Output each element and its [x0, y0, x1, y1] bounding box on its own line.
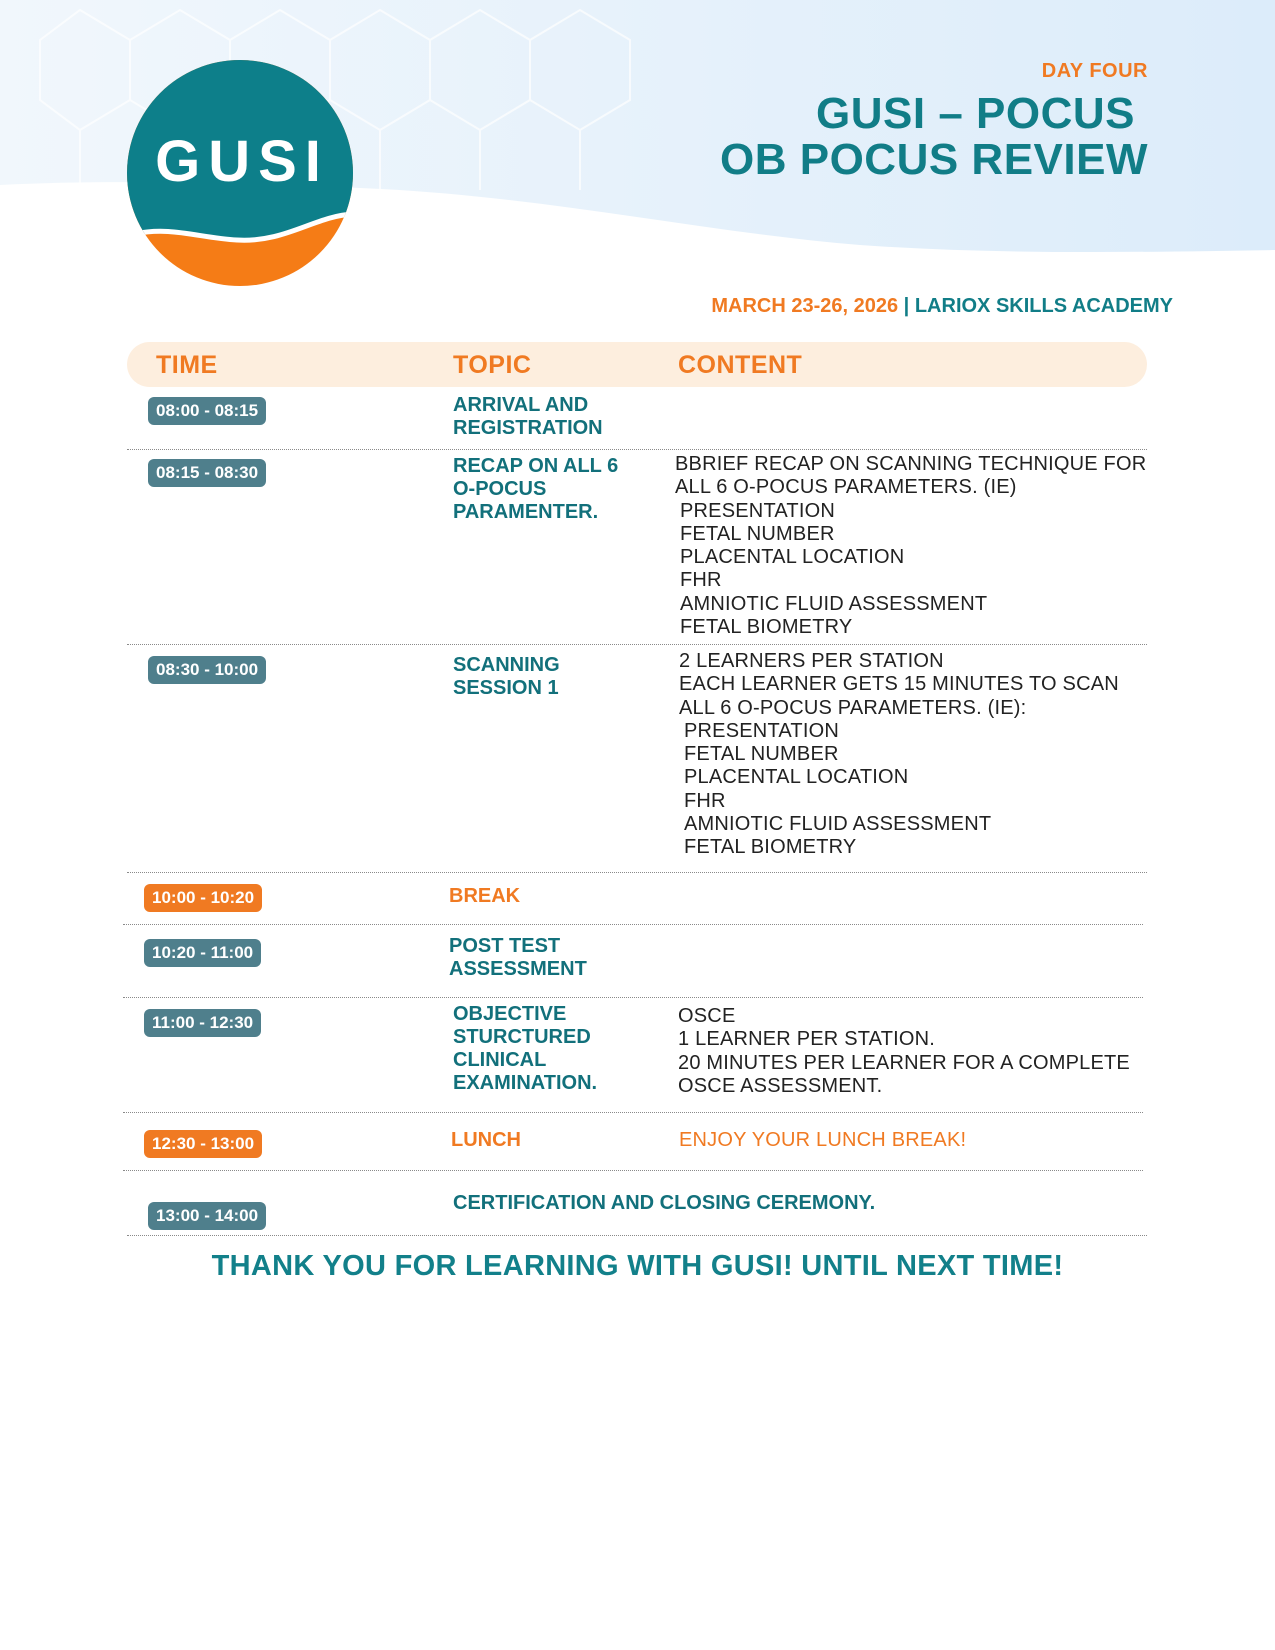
time-badge: 08:30 - 10:00	[148, 656, 266, 684]
topic	[453, 455, 653, 524]
schedule-row-break	[123, 872, 1143, 925]
content-line: FETAL BIOMETRY	[684, 836, 857, 859]
content-line: PLACENTAL LOCATION	[680, 546, 905, 569]
event-date: MARCH 23-26, 2026	[711, 295, 899, 317]
column-header-time: TIME	[156, 351, 218, 379]
content	[679, 650, 1159, 860]
schedule-row-scanning	[127, 644, 1147, 873]
content	[678, 1005, 1158, 1098]
schedule-row-lunch	[123, 1112, 1143, 1171]
schedule-row-post-test	[123, 924, 1143, 998]
content-line: FETAL NUMBER	[684, 743, 839, 766]
day-label: DAY FOUR	[1041, 60, 1148, 82]
topic	[453, 394, 653, 440]
time-badge: 10:00 - 10:20	[144, 884, 262, 912]
content-line: ENJOY YOUR LUNCH BREAK!	[679, 1129, 967, 1151]
title-line-1: GUSI – POCUS	[816, 89, 1135, 138]
topic	[453, 1003, 653, 1095]
time-badge: 12:30 - 13:00	[144, 1130, 262, 1158]
content-line: PRESENTATION	[680, 499, 836, 522]
content-line: PRESENTATION	[684, 719, 840, 742]
topic	[453, 654, 653, 700]
content-line: FETAL NUMBER	[680, 522, 835, 545]
event-info	[711, 295, 1173, 318]
topic-line: ASSESSMENT	[449, 958, 587, 980]
topic-line: CERTIFICATION AND CLOSING CEREMONY.	[453, 1192, 876, 1214]
topic-line: POST TEST	[449, 935, 561, 957]
content	[679, 1129, 1159, 1152]
topic-line: PARAMENTER.	[453, 501, 599, 523]
topic	[451, 1129, 651, 1152]
gusi-logo	[125, 58, 355, 288]
time-badge: 13:00 - 14:00	[148, 1202, 266, 1230]
content-line: AMNIOTIC FLUID ASSESSMENT	[684, 813, 992, 836]
logo-text: GUSI	[155, 129, 329, 194]
topic-line: CLINICAL	[453, 1049, 547, 1071]
content-line: EACH LEARNER GETS 15 MINUTES TO SCAN	[679, 673, 1119, 696]
topic-line: BREAK	[449, 885, 521, 907]
closing-message: THANK YOU FOR LEARNING WITH GUSI! UNTIL NEXT TIME!	[211, 1250, 1064, 1282]
content-line: 2 LEARNERS PER STATION	[679, 650, 944, 672]
content	[675, 453, 1155, 639]
topic-line: LUNCH	[451, 1129, 521, 1151]
topic-line: SESSION 1	[453, 677, 559, 699]
content-line: OSCE	[678, 1005, 736, 1027]
time-badge: 08:15 - 08:30	[148, 459, 266, 487]
topic-line: SCANNING	[453, 654, 560, 676]
content-line: OSCE ASSESSMENT.	[678, 1074, 883, 1097]
topic-line: O-POCUS	[453, 478, 547, 500]
topic-line: REGISTRATION	[453, 417, 603, 439]
topic-line: OBJECTIVE	[453, 1003, 567, 1025]
time-badge: 11:00 - 12:30	[144, 1009, 261, 1037]
document-header	[720, 60, 1148, 183]
schedule-header	[127, 342, 1147, 387]
content-line: PLACENTAL LOCATION	[684, 766, 909, 789]
schedule-row-arrival	[127, 388, 1147, 450]
event-venue: LARIOX SKILLS ACADEMY	[914, 295, 1173, 317]
schedule-row-certification	[127, 1170, 1147, 1236]
content-line: ALL 6 O-POCUS PARAMETERS. (IE):	[679, 696, 1027, 719]
topic-line: STURCTURED	[453, 1026, 591, 1048]
content-line: ALL 6 O-POCUS PARAMETERS. (IE)	[675, 476, 1017, 499]
title-line-2: OB POCUS REVIEW	[720, 135, 1148, 184]
schedule-row-recap	[127, 449, 1147, 645]
topic	[453, 1192, 1053, 1215]
column-header-content: CONTENT	[678, 351, 803, 379]
topic	[449, 885, 649, 908]
time-badge: 08:00 - 08:15	[148, 397, 266, 425]
column-header-topic: TOPIC	[453, 351, 532, 379]
content-line: AMNIOTIC FLUID ASSESSMENT	[680, 592, 988, 615]
topic-line: RECAP ON ALL 6	[453, 455, 619, 477]
topic	[449, 935, 649, 981]
content-line: FHR	[680, 569, 722, 592]
content-line: BBRIEF RECAP ON SCANNING TECHNIQUE FOR	[675, 453, 1147, 475]
content-line: 20 MINUTES PER LEARNER FOR A COMPLETE	[678, 1051, 1130, 1074]
content-line: 1 LEARNER PER STATION.	[678, 1028, 936, 1051]
schedule-row-osce	[123, 997, 1143, 1113]
content-line: FHR	[684, 789, 726, 812]
content-line: FETAL BIOMETRY	[680, 616, 853, 639]
time-badge: 10:20 - 11:00	[144, 939, 261, 967]
topic-line: ARRIVAL AND	[453, 394, 589, 416]
topic-line: EXAMINATION.	[453, 1072, 598, 1094]
event-separator: |	[903, 295, 910, 317]
